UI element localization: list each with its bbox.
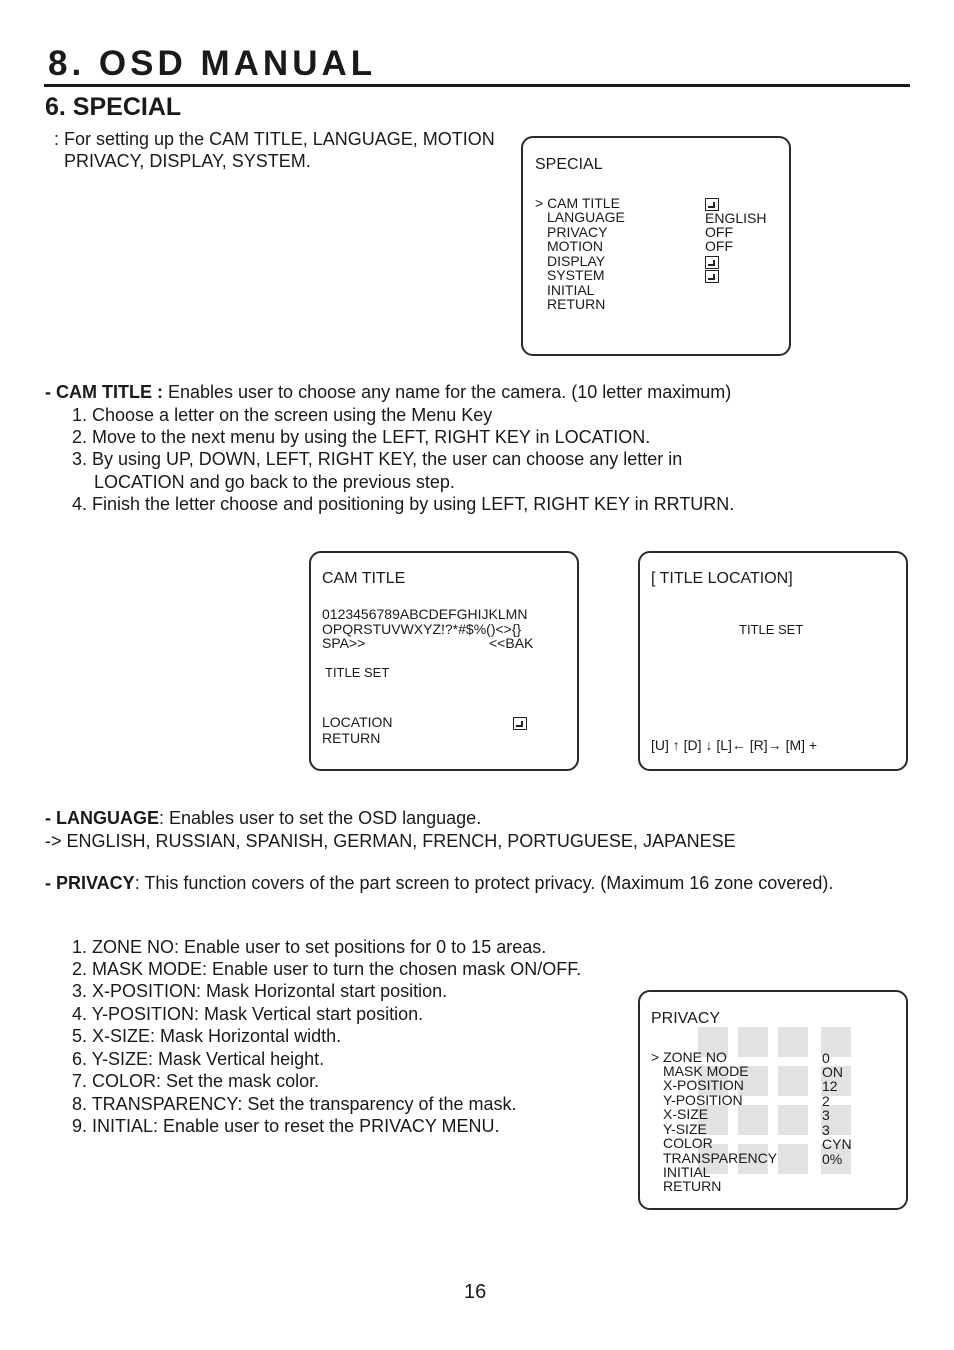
privacy-step-9: 9. INITIAL: Enable user to reset the PRIVACY MENU. bbox=[72, 1116, 500, 1136]
cam-title-desc: Enables user to choose any name for the camera. (10 letter maximum) bbox=[162, 382, 732, 402]
section-title: 6. SPECIAL bbox=[45, 93, 182, 121]
special-item-cam-title: > CAM TITLE bbox=[535, 195, 620, 211]
privacy-item-y-position: Y-POSITION bbox=[663, 1092, 743, 1108]
special-item-language: LANGUAGE bbox=[547, 209, 625, 225]
privacy-menu-panel bbox=[638, 990, 908, 1210]
cam-title-description bbox=[45, 381, 731, 403]
cam-title-menu-title: CAM TITLE bbox=[322, 570, 406, 587]
cam-title-heading: - CAM TITLE : bbox=[45, 382, 163, 402]
enter-icon bbox=[513, 717, 527, 730]
page-header-title: 8. OSD MANUAL bbox=[48, 44, 377, 83]
cam-title-chars-row-1: 0123456789ABCDEFGHIJKLMN bbox=[322, 606, 528, 622]
title-location-menu-panel bbox=[638, 551, 908, 771]
title-location-menu-title: [ TITLE LOCATION] bbox=[651, 570, 793, 587]
privacy-item-return: RETURN bbox=[663, 1178, 722, 1194]
cam-title-menu-panel bbox=[309, 551, 579, 771]
cam-title-space: SPA>> bbox=[322, 635, 366, 651]
special-item-display: DISPLAY bbox=[547, 253, 606, 269]
enter-icon bbox=[705, 256, 719, 269]
privacy-menu-title: PRIVACY bbox=[651, 1010, 721, 1027]
cam-title-step-3: 3. By using UP, DOWN, LEFT, RIGHT KEY, the user can choose any letter in bbox=[72, 449, 683, 469]
enter-icon bbox=[705, 270, 719, 283]
mask-grid-cell bbox=[778, 1027, 808, 1057]
privacy-item-x-size: X-SIZE bbox=[663, 1106, 709, 1122]
header-divider bbox=[44, 84, 910, 87]
special-item-privacy: PRIVACY bbox=[547, 224, 608, 240]
privacy-step-8: 8. TRANSPARENCY: Set the transparency of the mask. bbox=[72, 1094, 517, 1114]
privacy-step-7: 7. COLOR: Set the mask color. bbox=[72, 1071, 320, 1091]
mask-grid-cell bbox=[778, 1105, 808, 1135]
cam-title-title-set: TITLE SET bbox=[325, 665, 390, 680]
section-intro-line2: PRIVACY, DISPLAY, SYSTEM. bbox=[64, 151, 311, 171]
privacy-item-y-size: Y-SIZE bbox=[663, 1121, 707, 1137]
mask-grid-cell bbox=[778, 1066, 808, 1096]
privacy-step-2: 2. MASK MODE: Enable user to turn the chosen mask ON/OFF. bbox=[72, 959, 582, 979]
privacy-item-zone-no: > ZONE NO bbox=[651, 1049, 727, 1065]
cam-title-step-1: 1. Choose a letter on the screen using the Menu Key bbox=[72, 405, 493, 425]
privacy-value-color: CYN bbox=[822, 1136, 852, 1152]
privacy-item-transparency: TRANSPARENCY bbox=[663, 1150, 778, 1166]
privacy-item-x-position: X-POSITION bbox=[663, 1077, 744, 1093]
language-description bbox=[45, 807, 481, 829]
language-heading: - LANGUAGE bbox=[45, 808, 159, 828]
title-location-keys: [U] ↑ [D] ↓ [L]← [R]→ [M] + bbox=[651, 737, 818, 753]
privacy-item-mask-mode: MASK MODE bbox=[663, 1063, 749, 1079]
mask-grid-cell bbox=[738, 1027, 768, 1057]
special-value-motion: OFF bbox=[705, 238, 733, 254]
section-intro-line1: : For setting up the CAM TITLE, LANGUAGE, MOTION bbox=[54, 129, 495, 149]
privacy-step-6: 6. Y-SIZE: Mask Vertical height. bbox=[72, 1049, 325, 1069]
cam-title-step-3-cont: LOCATION and go back to the previous step. bbox=[94, 472, 455, 492]
special-menu-panel bbox=[521, 136, 791, 356]
special-value-privacy: OFF bbox=[705, 224, 733, 240]
privacy-value-zone-no: 0 bbox=[822, 1050, 830, 1066]
privacy-step-1: 1. ZONE NO: Enable user to set positions for 0 to 15 areas. bbox=[72, 937, 547, 957]
privacy-step-3: 3. X-POSITION: Mask Horizontal start position. bbox=[72, 981, 448, 1001]
privacy-value-x-position: 12 bbox=[822, 1078, 838, 1094]
cam-title-step-4: 4. Finish the letter choose and positioning by using LEFT, RIGHT KEY in RRTURN. bbox=[72, 494, 735, 514]
cam-title-chars-row-2: OPQRSTUVWXYZ!?*#$%()<>{} bbox=[322, 621, 522, 637]
privacy-description bbox=[45, 872, 833, 894]
special-value-language: ENGLISH bbox=[705, 210, 767, 226]
privacy-value-mask-mode: ON bbox=[822, 1064, 843, 1080]
cam-title-location: LOCATION bbox=[322, 714, 393, 730]
cam-title-backspace: <<BAK bbox=[489, 635, 534, 651]
enter-icon bbox=[705, 198, 719, 211]
privacy-heading: - PRIVACY bbox=[45, 873, 135, 893]
special-item-initial: INITIAL bbox=[547, 282, 595, 298]
privacy-step-4: 4. Y-POSITION: Mask Vertical start position. bbox=[72, 1004, 424, 1024]
mask-grid-cell bbox=[738, 1105, 768, 1135]
page-number: 16 bbox=[464, 1281, 487, 1303]
language-list: -> ENGLISH, RUSSIAN, SPANISH, GERMAN, FRENCH, PORTUGUESE, JAPANESE bbox=[45, 831, 736, 851]
privacy-value-y-size: 3 bbox=[822, 1122, 830, 1138]
cam-title-step-2: 2. Move to the next menu by using the LEFT, RIGHT KEY in LOCATION. bbox=[72, 427, 651, 447]
privacy-value-transparency: 0% bbox=[822, 1151, 843, 1167]
privacy-desc: : This function covers of the part screen to protect privacy. (Maximum 16 zone covered). bbox=[134, 873, 834, 893]
privacy-step-5: 5. X-SIZE: Mask Horizontal width. bbox=[72, 1026, 342, 1046]
cam-title-return: RETURN bbox=[322, 730, 381, 746]
language-desc: : Enables user to set the OSD language. bbox=[159, 808, 482, 828]
special-item-system: SYSTEM bbox=[547, 267, 605, 283]
privacy-value-x-size: 3 bbox=[822, 1107, 830, 1123]
privacy-item-initial: INITIAL bbox=[663, 1164, 711, 1180]
mask-grid-cell bbox=[778, 1144, 808, 1174]
special-menu-title: SPECIAL bbox=[535, 156, 603, 173]
privacy-item-color: COLOR bbox=[663, 1135, 713, 1151]
special-item-return: RETURN bbox=[547, 296, 606, 312]
special-item-motion: MOTION bbox=[547, 238, 603, 254]
title-location-title-set: TITLE SET bbox=[739, 622, 804, 637]
privacy-value-y-position: 2 bbox=[822, 1093, 830, 1109]
